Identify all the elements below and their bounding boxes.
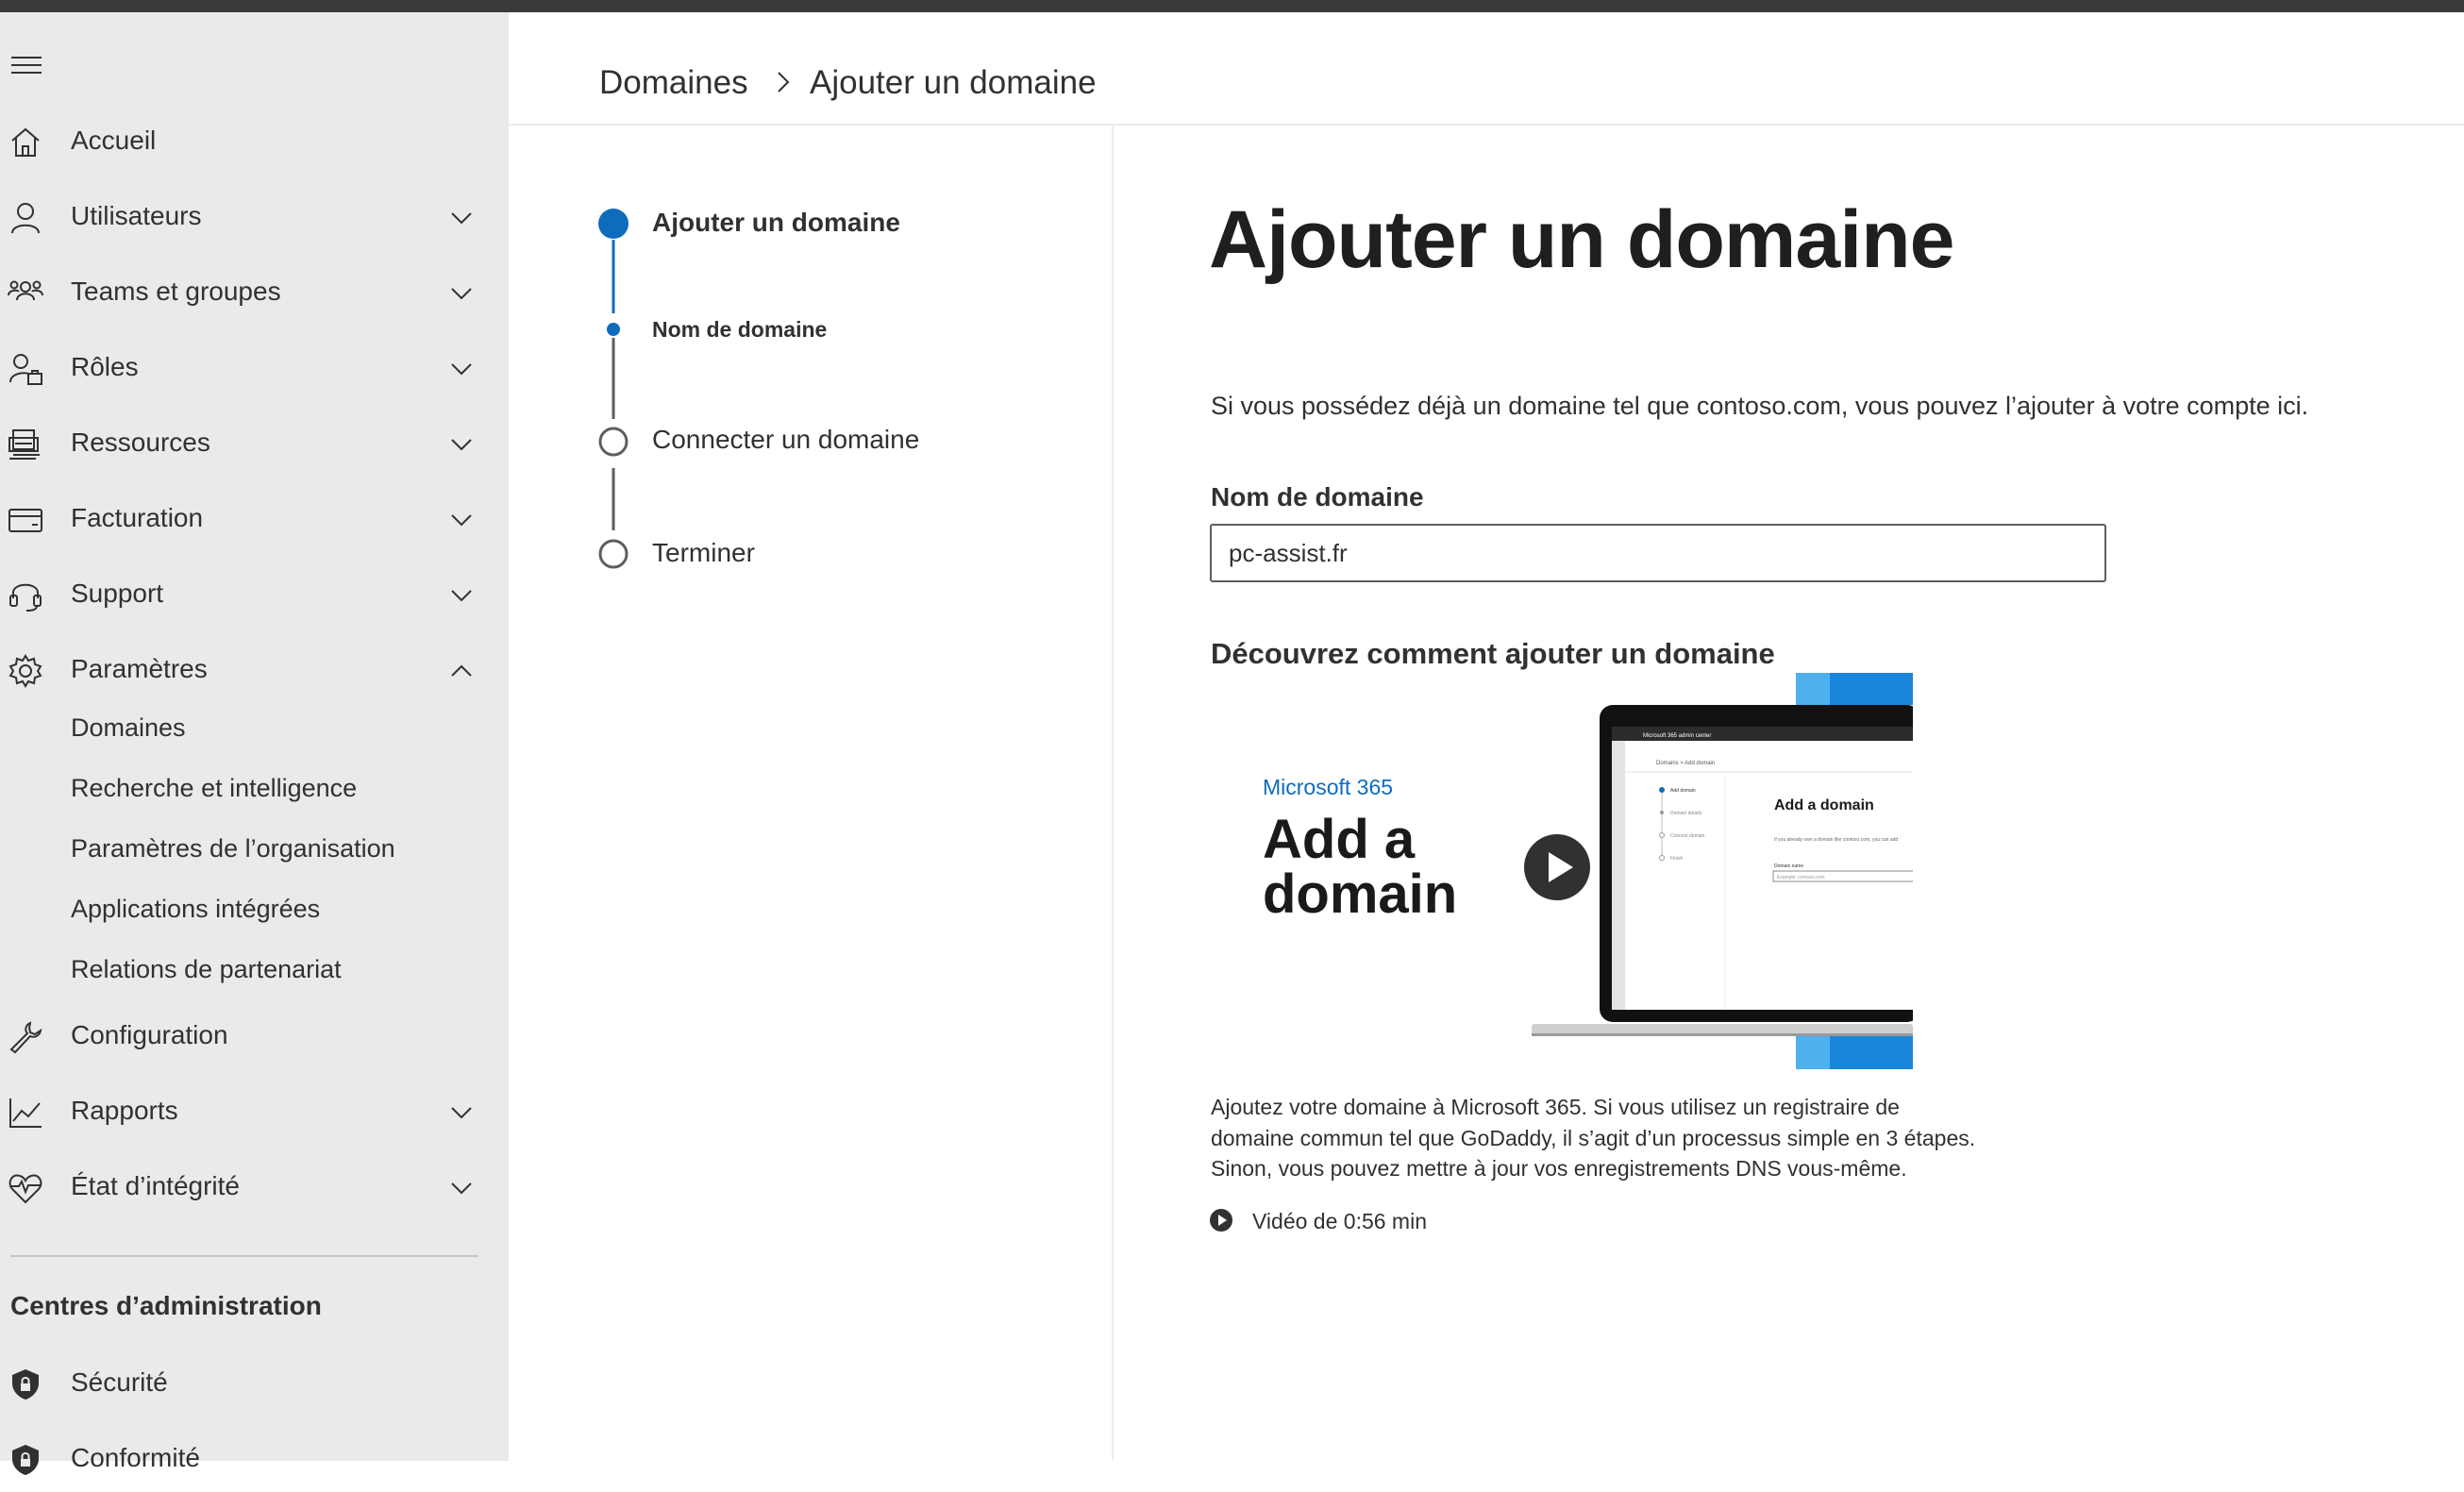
sidebar-item-roles[interactable] (0, 335, 491, 401)
description-line: domaine commun tel que GoDaddy, il s’agit d’un processus simple en 3 étapes. (1211, 1125, 1976, 1150)
sidebar-item-label: État d’intégrité (71, 1171, 240, 1200)
chart-icon (8, 1095, 43, 1131)
stepper-divider (1112, 126, 1114, 1461)
sidebar-item-label: Facturation (71, 503, 204, 532)
chevron-right-icon (771, 70, 796, 94)
sidebar-item-label: Configuration (71, 1020, 228, 1049)
shield-lock-icon (8, 1442, 43, 1478)
sidebar-subitem-domaines[interactable]: Domaines (71, 713, 186, 742)
stepper-track (566, 189, 1095, 585)
hamburger-icon[interactable] (10, 51, 42, 79)
sidebar-item-rapports[interactable] (0, 1079, 491, 1145)
sidebar-divider (10, 1255, 478, 1257)
breadcrumb-current: Ajouter un domaine (810, 64, 1097, 101)
heart-pulse-icon (8, 1170, 43, 1206)
card-icon (8, 502, 43, 538)
sidebar (0, 12, 509, 1472)
sidebar-item-label: Rôles (71, 352, 139, 381)
screen-breadcrumb-text: Domains > Add domain (1656, 761, 1716, 766)
sidebar-item-etat-integrite[interactable] (0, 1154, 491, 1220)
sidebar-item-facturation[interactable] (0, 486, 491, 552)
step-connect-domain: Connecter un domaine (652, 425, 920, 454)
screen-step-text: Finish (1670, 856, 1684, 862)
step-add-domain: Ajouter un domaine (652, 208, 900, 237)
sidebar-item-label: Utilisateurs (71, 201, 202, 230)
chevron-down-icon[interactable] (448, 205, 475, 231)
domain-name-label: Nom de domaine (1211, 482, 1424, 511)
sidebar-item-securite[interactable] (0, 1350, 491, 1417)
screen-field-label: Domain name (1774, 863, 1804, 869)
video-description (1211, 1092, 2060, 1184)
sidebar-subitem-applications[interactable]: Applications intégrées (71, 895, 321, 923)
step-domain-name: Nom de domaine (652, 317, 828, 342)
sidebar-item-label: Accueil (71, 126, 157, 155)
sidebar-item-support[interactable] (0, 562, 491, 628)
chevron-down-icon[interactable] (448, 507, 475, 533)
step-pending-circle (600, 541, 627, 567)
video-thumbnail[interactable] (1211, 673, 1913, 1069)
wizard-stepper (566, 189, 1095, 585)
domain-name-input[interactable] (1210, 524, 2106, 582)
role-icon (8, 351, 43, 387)
chevron-down-icon[interactable] (448, 431, 475, 458)
sidebar-item-parametres[interactable] (0, 637, 491, 703)
sidebar-subitem-partenariat[interactable]: Relations de partenariat (71, 955, 342, 983)
sidebar-item-label: Teams et groupes (71, 277, 281, 306)
screen-heading-text: Add a domain (1774, 797, 1874, 813)
screen-step-text: Connect domain (1670, 833, 1705, 839)
sidebar-item-label: Support (71, 578, 164, 608)
shield-lock-icon (8, 1366, 43, 1402)
play-icon[interactable] (1523, 833, 1591, 901)
chevron-down-icon[interactable] (448, 280, 475, 307)
sidebar-item-configuration[interactable] (0, 1003, 491, 1069)
description-line: Sinon, vous pouvez mettre à jour vos enregistrements DNS vous-même. (1211, 1156, 1907, 1181)
chevron-down-icon[interactable] (448, 1175, 475, 1201)
screen-step-text: Domain details (1670, 811, 1702, 816)
sidebar-item-label: Paramètres (71, 654, 208, 683)
video-duration-label: Vidéo de 0:56 min (1252, 1209, 1427, 1233)
substep-current-dot (607, 323, 620, 336)
gear-icon (8, 653, 43, 689)
breadcrumb-domains-link[interactable]: Domaines (599, 64, 748, 101)
screen-step-text: Add domain (1670, 788, 1696, 794)
sidebar-item-label: Ressources (71, 427, 210, 457)
sidebar-item-teams[interactable] (0, 260, 491, 326)
chevron-down-icon[interactable] (448, 1099, 475, 1126)
resources-icon (8, 427, 43, 462)
intro-text: Si vous possédez déjà un domaine tel que contoso.com, vous pouvez l’ajouter à votre compte ici. (1211, 392, 2309, 420)
sidebar-subitem-organisation[interactable]: Paramètres de l’organisation (71, 834, 395, 863)
screen-intro-text: If you already own a domain like contoso.com, you can add (1774, 837, 1899, 843)
chevron-down-icon[interactable] (448, 356, 475, 382)
wrench-icon (8, 1019, 43, 1055)
step-pending-circle (600, 428, 627, 455)
video-brand: Microsoft 365 (1263, 775, 1394, 799)
sidebar-item-accueil[interactable] (0, 109, 491, 175)
header-divider (509, 124, 2464, 126)
sidebar-item-ressources[interactable] (0, 411, 491, 477)
chevron-down-icon[interactable] (448, 582, 475, 609)
admin-centers-heading: Centres d’administration (10, 1291, 322, 1320)
chevron-up-icon[interactable] (448, 658, 475, 684)
sidebar-item-label: Rapports (71, 1096, 178, 1125)
screen-placeholder-text: Example: contoso.com (1777, 875, 1825, 880)
people-icon (8, 276, 43, 311)
video-title: Add a domain (1263, 809, 1458, 925)
sidebar-item-label: Sécurité (71, 1367, 168, 1397)
person-icon (8, 200, 43, 236)
step-current-dot (598, 209, 629, 239)
sidebar-item-utilisateurs[interactable] (0, 184, 491, 250)
sidebar-item-label: Conformité (71, 1443, 200, 1472)
description-line: Ajoutez votre domaine à Microsoft 365. Si vous utilisez un registraire de (1211, 1095, 1900, 1119)
sidebar-subitem-recherche[interactable]: Recherche et intelligence (71, 774, 358, 802)
play-icon (1208, 1207, 1234, 1233)
sidebar-item-conformite[interactable] (0, 1426, 491, 1492)
top-bar (0, 0, 2464, 12)
video-heading: Découvrez comment ajouter un domaine (1211, 637, 1775, 670)
screen-app-bar-text: Microsoft 365 admin center (1643, 733, 1712, 739)
headset-icon (8, 578, 43, 613)
page-title: Ajouter un domaine (1209, 194, 1954, 285)
home-icon (8, 125, 43, 160)
step-finish: Terminer (652, 538, 755, 567)
